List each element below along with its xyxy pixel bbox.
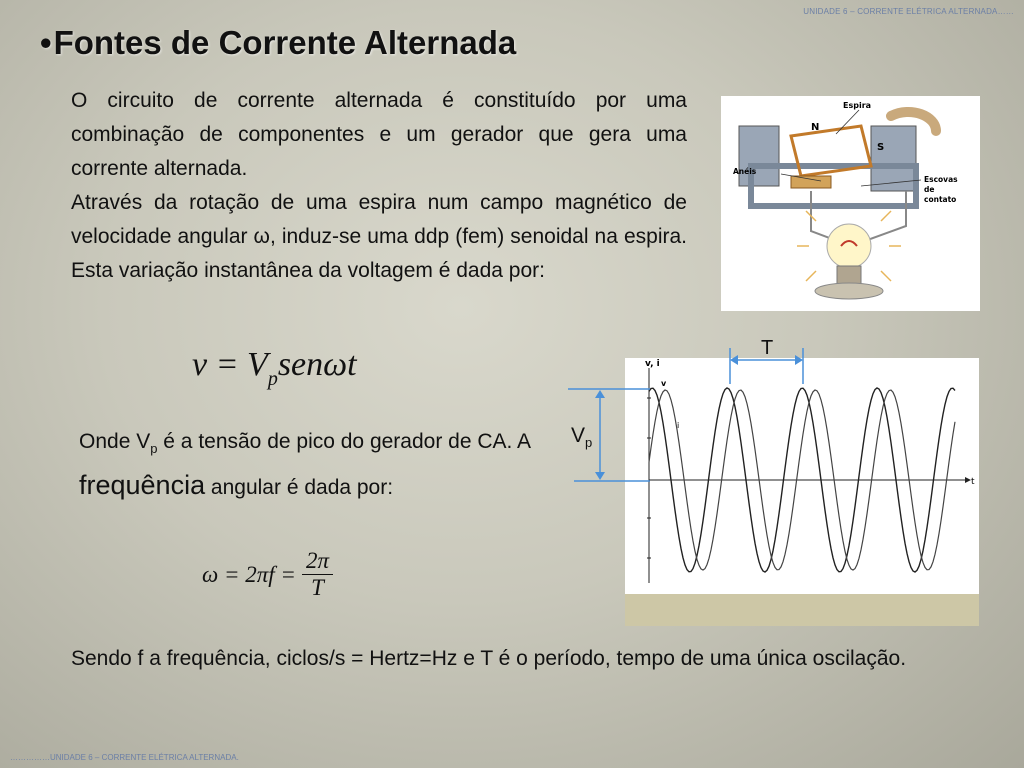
eq2-numerator: 2π [302, 548, 333, 575]
p3-c: angular é dada por: [205, 476, 394, 500]
eq2-fraction [302, 548, 333, 601]
label-line-espira [836, 110, 859, 134]
axis-label-t: t [971, 477, 975, 487]
p3-sub: p [150, 441, 158, 457]
slip-rings [791, 176, 831, 188]
p3-big: frequência [79, 470, 206, 501]
paragraph-intro: O circuito de corrente alternada é constituído por uma combinação de componentes e um gerador que gera uma corrente alternada. [71, 89, 687, 180]
eq1-right: senωt [277, 346, 357, 383]
generator-illustration [721, 96, 980, 311]
label-escovas-2: de [924, 185, 935, 194]
label-n: N [811, 122, 820, 133]
bulb-stand [815, 283, 883, 299]
period-label: T [761, 337, 774, 359]
paragraph-frequency: Sendo f a frequência, ciclos/s = Hertz=Hz e T é o período, tempo de uma única oscilação. [71, 647, 907, 670]
label-aneis: Anéis [733, 167, 757, 176]
slide-title [40, 24, 516, 62]
peak-arrow-down [595, 472, 605, 480]
title-bullet: • [40, 24, 52, 61]
peak-label [571, 424, 592, 450]
axis-label-vi: v, i [645, 359, 660, 369]
bulb-base [837, 266, 861, 284]
eq2-denominator: T [311, 575, 324, 600]
peak-arrow-up [595, 390, 605, 398]
eq1-left: v = V [192, 346, 268, 383]
magnet-n [739, 126, 779, 186]
period-arrow-left [730, 355, 738, 365]
label-escovas-3: contato [924, 195, 957, 204]
header-top: UNIDADE 6 – CORRENTE ELÉTRICA ALTERNADA…… [803, 7, 1014, 16]
peak-label-v: V [571, 424, 586, 447]
bulb-glass [827, 224, 871, 268]
voltage-equation [192, 346, 357, 391]
label-escovas-1: Escovas [924, 175, 958, 184]
curve-label-v: v [661, 379, 667, 388]
p3-a: Onde V [79, 430, 151, 453]
eq1-sub: p [267, 368, 278, 390]
peak-label-sub: p [585, 435, 593, 451]
graph-footer-band [625, 594, 979, 626]
label-s: S [877, 142, 885, 153]
paragraph-peak [79, 424, 539, 506]
period-arrow-right [795, 355, 803, 365]
angular-frequency-equation [202, 548, 333, 601]
curve-label-i: i [677, 421, 680, 430]
graph-annotations [560, 336, 820, 496]
generator-svg [721, 96, 980, 311]
p3-b: é a tensão de pico do gerador de CA. A [157, 430, 530, 453]
header-bottom: ……………UNIDADE 6 – CORRENTE ELÉTRICA ALTERNADA. [10, 753, 239, 762]
eq2-lhs: ω = 2πf = [202, 561, 296, 587]
paragraph-rotation: Através da rotação de uma espira num campo magnético de velocidade angular ω, induz-se uma ddp (fem) senoidal na espira. Esta variação instantânea da voltagem é dada por: [71, 191, 687, 282]
title-text: Fontes de Corrente Alternada [53, 24, 517, 61]
label-espira: Espira [843, 101, 872, 110]
